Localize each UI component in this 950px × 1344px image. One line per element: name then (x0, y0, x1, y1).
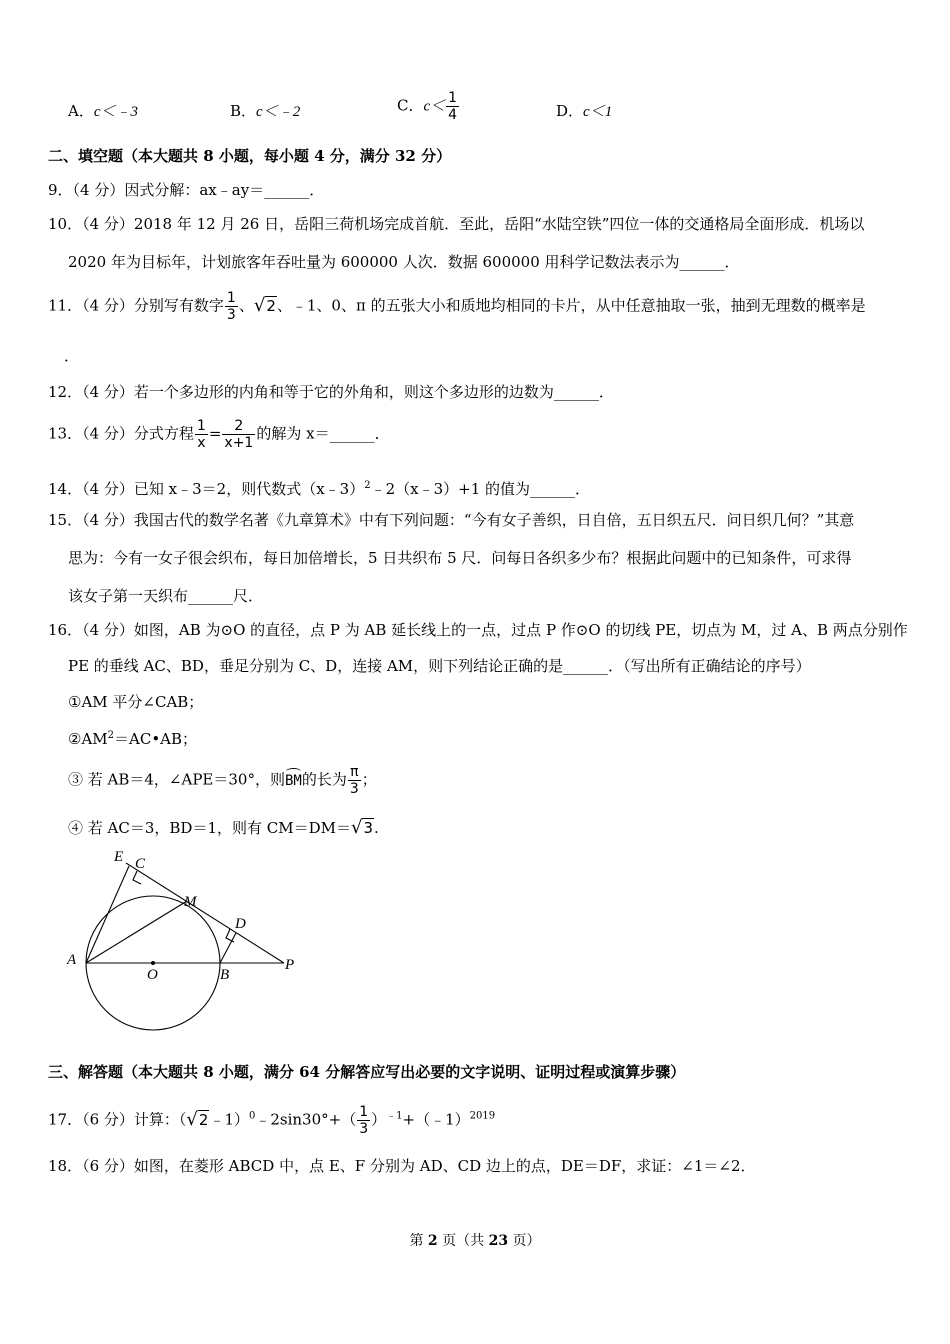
sqrt-2: √2 (253, 294, 276, 316)
right-angle-c (133, 871, 141, 884)
option-b-expr: c＜﹣2 (256, 104, 301, 120)
sqrt-3: √3 (350, 817, 374, 838)
answer-blank: ______ (563, 657, 609, 675)
label-d: D (235, 916, 246, 932)
page-footer: 第 2 页（共 23 页） (409, 1233, 541, 1249)
question-15-line-3: 该女子第一天织布______尺． (68, 587, 264, 605)
option-c-fraction: $\frac{1}{4}$ (448, 90, 458, 123)
line-ac (86, 866, 129, 963)
option-c-expr: c＜ (423, 98, 446, 115)
question-16-item-1: ①AM 平分∠CAB； (68, 693, 204, 711)
fraction-one-third: $\frac{1}{3}$ (359, 1104, 369, 1137)
question-11: 11．（4 分）分别写有数字 $\frac{1}{3}$ 、√2、﹣1、0、π 的五张大小和质地均相同的卡片，从中任意抽取一张，抽到无理数的概率是 (48, 290, 866, 323)
question-18: 18．（6 分）如图，在菱形 ABCD 中，点 E、F 分别为 AD、CD 边上的点，DE＝DF，求证：∠1＝∠2． (48, 1157, 756, 1175)
tangent-pe (126, 863, 284, 963)
option-d-expr: c＜1 (583, 104, 613, 120)
sqrt-2: √2 (186, 1108, 209, 1130)
fraction-pi-over-3: $\frac{\pi}{3}$ (349, 764, 359, 797)
q8-option-d (556, 100, 612, 121)
question-15-line-2: 思为：今有一女子很会织布，每日加倍增长，5 日共织布 5 尺．问每日各织多少布？根据此问题中的已知条件，可求得 (68, 549, 852, 567)
question-9: 9．（4 分）因式分解：ax﹣ay＝______． (48, 181, 325, 199)
question-16-item-2: $②AM^2=AC•AB$； (68, 730, 198, 748)
line-bd (220, 933, 236, 963)
question-16-item-3: ③ 若 AB＝4，∠APE＝30°，则BM的长为 $\frac{\pi}{3}$ ； (68, 764, 377, 797)
answer-blank: ______ (264, 181, 310, 199)
question-10-line-1: 10．（4 分）2018 年 12 月 26 日，岳阳三荷机场完成首航．至此，岳阳“水陆空铁”四位一体的交通格局全面形成．机场以 (48, 215, 865, 233)
answer-blank: ______ (530, 480, 576, 498)
arc-bm: BM (285, 768, 302, 791)
point-o (151, 961, 155, 965)
answer-blank: ______ (679, 253, 725, 271)
question-16-item-4: ④ 若 AC＝3，BD＝1，则有 CM＝DM＝√3. (68, 817, 379, 838)
section-3-title: 三、解答题（本大题共 8 小题，满分 64 分解答应写出必要的文字说明、证明过程或演算步骤） (48, 1063, 686, 1081)
fraction-one-third: $\frac{1}{3}$ (226, 290, 236, 323)
question-16-line-1: 16．（4 分）如图，AB 为⊙O 的直径，点 P 为 AB 延长线上的一点，过点 P 作⊙O 的切线 PE，切点为 M，过 A、B 两点分别作 (48, 621, 908, 639)
label-c: C (135, 856, 146, 872)
question-13: 13．（4 分）分式方程 $\frac{1}{x}$ = $\frac{2}{x+1}$ 的解为 x＝______． (48, 418, 390, 451)
answer-blank: ______ (188, 587, 234, 605)
label-b: B (220, 967, 230, 983)
question-17: 17．（6 分）计算：（√2﹣1）$^0$﹣2sin30°+（ $\frac{1}{3}$ ）$^{﹣1}$+（﹣1）$^{2019}$ (48, 1104, 496, 1137)
option-c-label: C． (397, 96, 424, 115)
option-a-label: A． (68, 102, 94, 120)
geometry-figure (60, 840, 320, 1040)
label-p: P (285, 957, 295, 973)
option-b-label: B． (230, 102, 257, 120)
fraction-1-over-x: $\frac{1}{x}$ (196, 418, 206, 451)
label-m: M (184, 894, 197, 910)
question-16-line-2: PE 的垂线 AC、BD，垂足分别为 C、D，连接 AM，则下列结论正确的是______．（写出所有正确结论的序号） (68, 657, 811, 675)
label-a: A (67, 952, 77, 968)
q8-option-b (230, 100, 300, 121)
total-pages: 23 (488, 1233, 509, 1249)
page-number: 2 (427, 1233, 438, 1249)
option-a-expr: c＜﹣3 (93, 104, 139, 120)
question-12: 12．（4 分）若一个多边形的内角和等于它的外角和，则这个多边形的边数为______． (48, 383, 614, 401)
label-e: E (114, 849, 124, 865)
answer-blank: ______ (553, 383, 599, 401)
answer-blank: ______ (329, 424, 375, 443)
question-15-line-1: 15．（4 分）我国古代的数学名著《九章算术》中有下列问题：“今有女子善织，日自倍，五日织五尺．问日织几何？”其意 (48, 511, 855, 529)
fraction-2-over-x-plus-1: $\frac{2}{x+1}$ (224, 418, 254, 451)
question-14: 14．（4 分）已知 x﹣3＝2，则代数式（x﹣3）$^2$﹣2（x﹣3）+1 的值为______． (48, 480, 591, 498)
q8-option-c (397, 90, 460, 123)
question-10-line-2: 2020 年为目标年，计划旅客年吞吐量为 600000 人次．数据 600000 用科学记数法表示为______． (68, 253, 740, 271)
label-o: O (147, 967, 158, 983)
question-11-line-2: ． (64, 347, 80, 365)
option-d-label: D． (556, 102, 584, 120)
section-2-title: 二、填空题（本大题共 8 小题，每小题 4 分，满分 32 分） (48, 147, 452, 165)
line-am (86, 901, 187, 963)
q8-option-a (68, 100, 138, 121)
